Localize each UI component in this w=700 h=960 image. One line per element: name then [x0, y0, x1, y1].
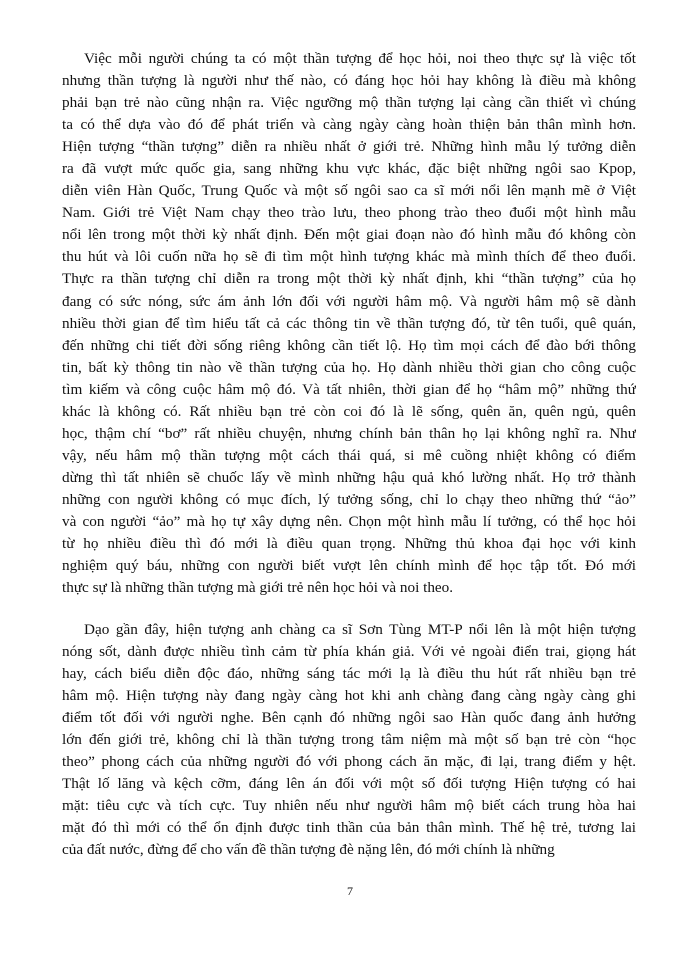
text-line: vậy, nếu hâm mộ thần tượng một cách thái quá, si mê cuồng nhiệt không có điểm	[62, 446, 636, 464]
text-line: lớn đến giới trẻ, không chỉ là thần tượng trong tâm niệm mà một số bạn trẻ còn “học	[62, 731, 636, 749]
paragraph-idol-worship	[62, 48, 636, 599]
text-line: nhiều thời gian để tìm hiểu tất cả các thông tin về thần tượng đó, từ tên tuổi, quê quán,	[62, 314, 636, 332]
text-line: điểm tốt đối với người nghe. Bên cạnh đó những ngôi sao Hàn quốc đang ảnh hưởng	[62, 709, 636, 727]
text-line: đến những chi tiết đời sống riêng không cần tiết lộ. Họ tìm mọi cách để đào bới thông	[62, 336, 636, 354]
text-line: và con người “ảo” mà họ tự xây dựng nên. Chọn một hình mẫu lí tưởng, có thể học hỏi	[62, 512, 636, 530]
paragraph-son-tung-phenomenon	[62, 619, 636, 862]
text-line: nóng sốt, dành được nhiều tình cảm từ phía khán giả. Với vẻ ngoài điển trai, giọng hát	[62, 643, 636, 661]
text-line: nhưng thần tượng là người như thế nào, có đáng học hỏi hay không là điều mà không	[62, 72, 636, 90]
text-line: tin, bất kỳ thông tin nào về thần tượng của họ. Họ dành nhiều thời gian cho công cuộc	[62, 358, 636, 376]
text-line: khác là không có. Rất nhiều bạn trẻ còn coi đó là lẽ sống, quên ăn, quên ngủ, quên	[62, 402, 636, 420]
text-line: mặt: tiêu cực và tích cực. Tuy nhiên nếu như người hâm mộ biết cách trung hòa hai	[62, 797, 636, 815]
text-line: Nam. Giới trẻ Việt Nam chạy theo trào lưu, theo phong trào theo đuổi một hình mẫu	[62, 204, 636, 222]
text-line: nghiệm quý báu, những con người biết vượt lên chính mình để học tập tốt. Đó mới	[62, 557, 636, 575]
text-line: đang có sức nóng, sức ám ảnh lớn đối với người hâm mộ. Và người hâm mộ sẽ dành	[62, 292, 636, 310]
text-line: những con người không có mục đích, lý tưởng sống, chỉ lo chạy theo những thứ “ảo”	[62, 490, 636, 508]
text-line: Thực ra thần tượng chỉ diễn ra trong một thời kỳ nhất định, khi “thần tượng” của họ	[62, 270, 636, 288]
text-line: Hiện tượng “thần tượng” diễn ra nhiều nhất ở giới trẻ. Những hình mẫu lý tưởng diễn	[62, 138, 636, 156]
text-line: tìm kiếm và công cuộc hâm mộ đó. Và tất nhiên, thời gian để họ “hâm mộ” những thứ	[62, 380, 636, 398]
text-line: mặt đó thì mới có thể ổn định được tinh thần của bản thân mình. Thế hệ trẻ, tương lai	[62, 819, 636, 837]
text-line: hay, cách biểu diễn độc đáo, những sáng tác mới lạ là điều thu hút rất nhiều bạn trẻ	[62, 665, 636, 683]
text-line: ta có thể dựa vào đó để phát triển và càng ngày càng hoàn thiện bản thân mình hơn.	[62, 116, 636, 134]
text-line: diễn viên Hàn Quốc, Trung Quốc và một số ngôi sao ca sĩ mới nổi lên mạnh mẽ ở Việt	[62, 182, 636, 200]
text-line: hâm mộ. Hiện tượng này đang ngày càng hot khi anh chàng đang càng ngày càng ghi	[62, 687, 636, 705]
text-line: học, thậm chí “bơ” rất nhiều chuyện, nhưng chính bản thân họ lại không nghĩ ra. Như	[62, 424, 636, 442]
text-line: phải bạn trẻ nào cũng nhận ra. Việc ngưỡng mộ thần tượng lại càng cần thiết vì chúng	[62, 94, 636, 112]
text-line: thực sự là những thần tượng mà giới trẻ nên học hỏi và noi theo.	[62, 579, 454, 597]
text-line: nổi lên trong một thời kỳ nhất định. Đến một giai đoạn nào đó hình mẫu đó không còn	[62, 226, 636, 244]
text-line: dừng thì tất nhiên sẽ chuốc lấy về mình những hậu quả khó lường nhất. Họ trở thành	[62, 468, 636, 486]
text-line: Việc mỗi người chúng ta có một thần tượng để học hỏi, noi theo thực sự là việc tốt	[84, 50, 636, 67]
text-line: Dạo gần đây, hiện tượng anh chàng ca sĩ Sơn Tùng MT-P nổi lên là một hiện tượng	[84, 621, 636, 638]
text-line: từ họ nhiều điều thì đó mới là điều quan trọng. Những thủ khoa đại học với kinh	[62, 535, 636, 553]
page-number: 7	[347, 884, 353, 898]
text-line: của đất nước, đừng để cho vấn đề thần tượng đè nặng lên, đó mới chính là những	[62, 841, 555, 859]
text-line: Thật lố lăng và kệch cỡm, đáng lên án đối với một số đối tượng Hiện tượng có hai	[62, 775, 636, 793]
text-line: theo” phong cách của những người đó với phong cách ăn mặc, đi lại, trang điểm y hệt.	[62, 753, 636, 771]
text-line: ra đã vượt mức quốc gia, sang những khu vực khác, đặc biệt những ngôi sao Kpop,	[62, 160, 636, 178]
text-line: thu hút và lôi cuốn nữa họ sẽ đi tìm một hình tượng khác mà mình thích để theo đuổi.	[62, 248, 636, 266]
